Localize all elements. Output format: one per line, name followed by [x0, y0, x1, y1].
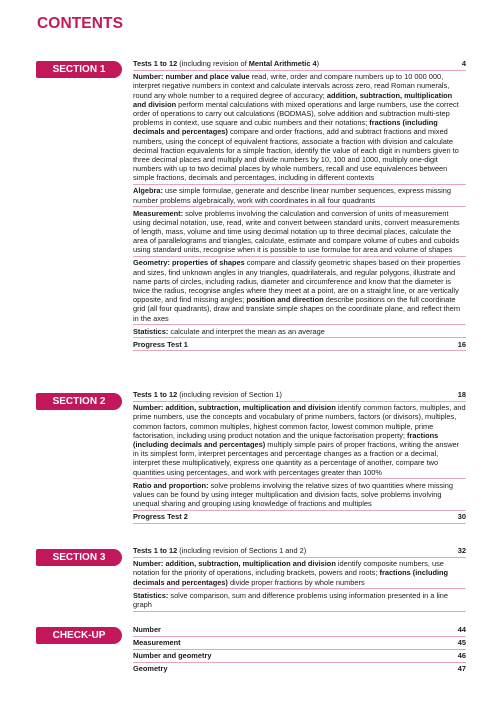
page-number: 45	[457, 638, 466, 648]
check-up-tests-tab[interactable]: CHECK-UP TESTS	[36, 627, 122, 644]
section-3-block	[133, 545, 466, 612]
checkup-item-geometry[interactable]: Geometry 47	[133, 664, 466, 674]
topic-ratio-proportion: Ratio and proportion: solve problems involving the relative sizes of two quantities where missing values can be found by using integer multiplication and division facts, solve problems involving unequal sharing and grouping using knowledge of fractions and multiples	[133, 479, 466, 510]
checkup-item-measurement[interactable]: Measurement 45	[133, 637, 466, 650]
page-number: 18	[457, 390, 466, 400]
page-number: 4	[461, 59, 466, 69]
check-up-tests-block	[133, 624, 466, 675]
page-number: 16	[457, 339, 466, 349]
checkup-item-number-and-geometry[interactable]: Number and geometry 46	[133, 650, 466, 663]
section-3-tab[interactable]: SECTION 3	[36, 549, 122, 566]
topic-number: Number: addition, subtraction, multiplication and division identify composite numbers, use notation for the priority of operations, including brackets, powers and roots; fractions (including decimals and percentages) divide proper fractions by whole numbers	[133, 558, 466, 589]
section-1-tests-heading[interactable]: Tests 1 to 12 (including revision of Mental Arithmetic 4) 4	[133, 58, 466, 71]
page-number: 44	[457, 625, 466, 635]
page-title: CONTENTS	[37, 15, 124, 32]
section-1-tab[interactable]: SECTION 1	[36, 61, 122, 78]
progress-test-2[interactable]: Progress Test 2 30	[133, 511, 466, 521]
page-number: 32	[457, 546, 466, 556]
page-number: 47	[457, 664, 466, 674]
topic-number: Number: number and place value read, write, order and compare numbers up to 10 000 000, interpret negative numbers in context and calculate intervals across zero, read Roman numerals, round any whole number to a required degree of accuracy; addition, subtraction, multiplication and division perform mental calculations with mixed operations and large numbers, use the correct order of operations to carry out calculations (BODMAS), solve addition and subtraction multi-step problems in context, use square and cubic numbers and their notations; fractions (including decimals and percentages) compare and order fractions, add and subtract fractions and mixed numbers, using the concept of equivalent fractions, associate a fraction with division and calculate decimal fraction equivalents for a simple fraction, identify the value of each digit in numbers given to three decimal places and multiply and divide numbers by 10, 100 and 1000, multiply one-digit numbers with up to two decimal places by whole numbers, recall and use equivalences between simple fractions, decimals and percentages, including in different contexts	[133, 71, 466, 185]
section-2-tab[interactable]: SECTION 2	[36, 393, 122, 410]
checkup-item-number[interactable]: Number 44	[133, 624, 466, 637]
section-1-block	[133, 58, 466, 351]
section-3-tests-heading[interactable]: Tests 1 to 12 (including revision of Sections 1 and 2) 32	[133, 545, 466, 558]
topic-geometry: Geometry: properties of shapes compare and classify geometric shapes based on their properties and sizes, find unknown angles in any triangles, quadrilaterals, and regular polygons, illustrate and name parts of circles, including radius, diameter and circumference and know that the diameter is twice the radius, recognise angles where they meet at a point, are on a straight line, or are vertically opposite, and find missing angles; position and direction describe positions on the full coordinate grid (all four quadrants), draw and translate simple shapes on the coordinate plane, and reflect them in the axes	[133, 257, 466, 325]
page-number: 46	[457, 651, 466, 661]
page-number: 30	[457, 511, 466, 521]
topic-measurement: Measurement: solve problems involving the calculation and conversion of units of measurement using decimal notation, use, read, write and convert between standard units, convert measurements of length, mass, volume and time using decimal notation up to three decimal places, calculate the area of parallelograms and triangles, calculate, estimate and compare volume of cubes and cuboids using standard units, recognise when it is possible to use formulae for area and volume of shapes	[133, 207, 466, 257]
section-2-tests-heading[interactable]: Tests 1 to 12 (including revision of Section 1) 18	[133, 389, 466, 402]
progress-test-1[interactable]: Progress Test 1 16	[133, 339, 466, 349]
topic-number: Number: addition, subtraction, multiplication and division identify common factors, multiples, and prime numbers, use the concepts and vocabulary of prime numbers, factors (or divisors), multiples, common factors, common multiples, highest common factor, lowest common multiple, prime factorisation, including using product notation and the unique factorisation property; fractions (including decimals and percentages) multiply simple pairs of proper fractions, writing the answer in its simplest form, interpret percentages and percentage changes as a fraction or a decimal, interpret these multiplicatively, express one quantity as a percentage of another, compare two quantities using percentages, and work with percentages greater than 100%	[133, 402, 466, 479]
topic-statistics: Statistics: calculate and interpret the mean as an average	[133, 325, 466, 338]
topic-statistics: Statistics: solve comparison, sum and difference problems using information presented in a line graph	[133, 590, 448, 609]
topic-algebra: Algebra: use simple formulae, generate and describe linear number sequences, express missing number problems algebraically, work with coordinates in all four quadrants	[133, 185, 466, 207]
section-2-block	[133, 389, 466, 524]
